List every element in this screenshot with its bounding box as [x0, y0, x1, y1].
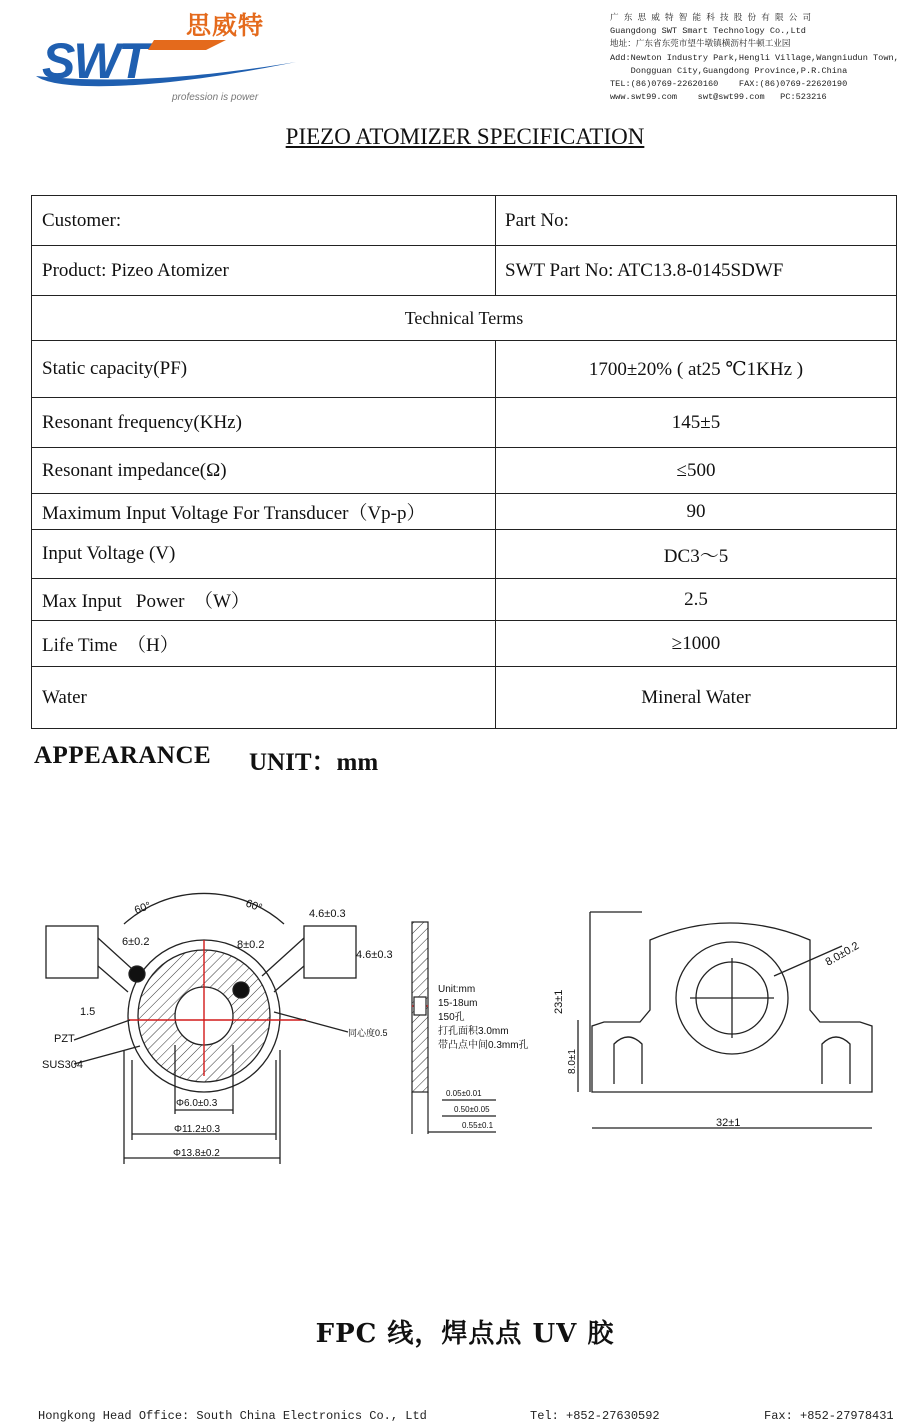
technical-drawing	[30, 880, 900, 1180]
row-label: Resonant frequency(KHz)	[32, 398, 496, 448]
table-row	[32, 246, 897, 296]
table-row	[32, 296, 897, 341]
row-value: 145±5	[496, 398, 897, 448]
unit-label: UNIT：mm	[249, 749, 379, 776]
sus-label: SUS304	[42, 1059, 83, 1071]
row-label: Max Input Power （W）	[32, 579, 496, 621]
document-title: PIEZO ATOMIZER SPECIFICATION	[285, 124, 645, 149]
table-row	[32, 196, 897, 246]
logo-tagline: profession is power	[172, 92, 259, 103]
row-value: 2.5	[496, 579, 897, 621]
row-value: Mineral Water	[496, 667, 897, 729]
thickness-label: 0.55±0.1	[462, 1121, 494, 1130]
thickness-label: 0.50±0.05	[454, 1105, 490, 1114]
row-value: ≤500	[496, 448, 897, 494]
note-line: 打孔面积3.0mm	[438, 1026, 509, 1037]
table-row	[32, 398, 897, 448]
dim-label: 6±0.2	[122, 936, 150, 948]
table-row	[32, 494, 897, 530]
appearance-heading: APPEARANCE	[34, 742, 212, 769]
pzt-label: PZT	[54, 1033, 75, 1045]
dim-label: Φ13.8±0.2	[173, 1148, 220, 1159]
company-logo	[36, 36, 306, 92]
dim-label: 8±0.2	[237, 939, 265, 951]
dim-label: 8.0±0.2	[823, 939, 862, 969]
company-line: Guangdong SWT Smart Technology Co.,Ltd	[610, 26, 806, 37]
company-line: www.swt99.com swt@swt99.com PC:523216	[610, 92, 827, 103]
table-row	[32, 341, 897, 398]
company-line: Dongguan City,Guangdong Province,P.R.China	[610, 65, 848, 76]
row-label: Maximum Input Voltage For Transducer（Vp-p）	[32, 494, 496, 530]
note-line: Unit:mm	[438, 984, 476, 995]
row-value: ≥1000	[496, 621, 897, 667]
spec-table	[31, 195, 897, 729]
angle-label: 60°	[243, 897, 264, 915]
footer-tel: Tel: +852-27630592	[530, 1409, 660, 1423]
note-line: 15-18um	[438, 998, 478, 1009]
holder-drawing	[578, 912, 872, 1128]
row-label: Static capacity(PF)	[32, 341, 496, 398]
dim-label: Φ11.2±0.3	[174, 1124, 221, 1135]
row-value: 90	[496, 494, 897, 530]
dim-label: 4.6±0.3	[356, 949, 393, 961]
row-value: DC3～5	[496, 530, 897, 579]
thickness-label: 0.05±0.01	[446, 1089, 482, 1098]
fpc-note: FPC 线，焊点点 UV 胶	[315, 1319, 615, 1349]
table-row	[32, 667, 897, 729]
dim-label: 1.5	[80, 1006, 96, 1018]
table-row	[32, 621, 897, 667]
row-label: Resonant impedance(Ω)	[32, 448, 496, 494]
table-row	[32, 448, 897, 494]
product-cell: Product: Pizeo Atomizer	[32, 246, 496, 296]
svg-text:SWT: SWT	[42, 36, 148, 89]
company-line: TEL:(86)0769-22620160 FAX:(86)0769-22620190	[610, 79, 848, 90]
table-row	[32, 530, 897, 579]
company-line: Add:Newton Industry Park,Hengli Village,Wangniudun Town,	[610, 52, 899, 63]
company-info	[610, 12, 899, 104]
dim-label: 32±1	[716, 1117, 741, 1129]
footer-fax: Fax: +852-27978431	[764, 1409, 894, 1423]
table-row	[32, 579, 897, 621]
swt-logo-mark	[36, 36, 306, 92]
technical-terms-header: Technical Terms	[32, 296, 897, 341]
customer-cell: Customer:	[32, 196, 496, 246]
angle-label: 60°	[132, 899, 153, 917]
row-label: Water	[32, 667, 496, 729]
dim-label: Φ6.0±0.3	[176, 1098, 218, 1109]
company-line: 广 东 思 威 特 智 能 科 技 股 份 有 限 公 司	[610, 13, 812, 23]
company-line: 地址：广东省东莞市望牛墩镇横沥村牛顿工业园	[610, 39, 791, 50]
part-no-cell: Part No:	[496, 196, 897, 246]
footer-office: Hongkong Head Office: South China Electronics Co., Ltd	[38, 1409, 427, 1423]
concentricity-label: 同心度0.5	[348, 1028, 388, 1038]
dim-label: 4.6±0.3	[309, 908, 346, 920]
dim-label: 23±1	[553, 989, 565, 1014]
note-line: 带凸点中间0.3mm孔	[438, 1040, 529, 1051]
row-value: 1700±20% ( at25 ℃1KHz )	[496, 341, 897, 398]
logo-chinese-name: 思威特	[186, 11, 265, 40]
dim-label: 8.0±1	[567, 1049, 578, 1074]
row-label: Life Time （H）	[32, 621, 496, 667]
note-line: 150孔	[438, 1012, 465, 1023]
swt-part-no-cell: SWT Part No: ATC13.8-0145SDWF	[496, 246, 897, 296]
row-label: Input Voltage (V)	[32, 530, 496, 579]
